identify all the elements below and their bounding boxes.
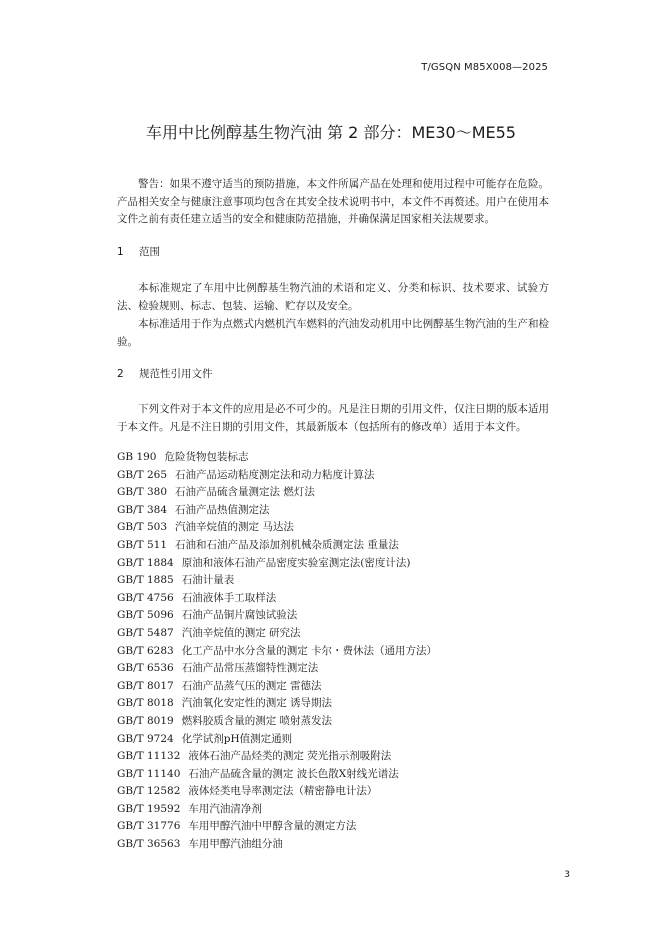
reference-code: GB/T 31776 <box>117 820 181 833</box>
section-heading-normative-references <box>117 366 213 381</box>
reference-item <box>117 484 557 502</box>
warning-paragraph: 警告：如果不遵守适当的预防措施，本文件所属产品在处理和使用过程中可能存在危险。产品相关安全与健康注意事项均包含在其安全技术说明书中，本文件不再赘述。用户在使用本文件之前有责任建立适当的安全和健康防范措施，并确保满足国家相关法规要求。 <box>117 178 549 225</box>
reference-title: 石油产品热值测定法 <box>175 503 270 516</box>
reference-item <box>117 502 557 520</box>
reference-title: 化学试剂pH值测定通则 <box>181 732 293 745</box>
reference-title: 石油产品铜片腐蚀试验法 <box>181 609 298 622</box>
reference-title: 石油液体手工取样法 <box>181 591 277 604</box>
reference-title: 石油产品硫含量测定法 燃灯法 <box>175 486 315 499</box>
reference-item <box>117 643 557 661</box>
reference-title: 原油和液体石油产品密度实验室测定法(密度计法) <box>181 556 411 569</box>
reference-title: 车用甲醇汽油中甲醇含量的测定方法 <box>188 820 357 833</box>
reference-code: GB/T 5487 <box>117 626 174 639</box>
reference-code: GB/T 265 <box>117 468 168 481</box>
reference-code: GB/T 1884 <box>117 556 174 569</box>
reference-item <box>117 590 557 608</box>
reference-title: 车用汽油清净剂 <box>188 802 262 815</box>
reference-code: GB/T 12582 <box>117 785 181 798</box>
reference-item <box>117 449 557 467</box>
reference-title: 石油产品蒸气压的测定 雷德法 <box>181 679 322 692</box>
reference-title: 汽油辛烷值的测定 马达法 <box>175 521 294 534</box>
reference-title: 石油产品运动粘度测定法和动力粘度计算法 <box>175 468 375 481</box>
reference-item <box>117 748 557 766</box>
reference-code: GB/T 5096 <box>117 609 174 622</box>
section-title: 规范性引用文件 <box>139 368 213 380</box>
reference-item <box>117 607 557 625</box>
reference-title: 燃料胶质含量的测定 喷射蒸发法 <box>181 714 333 727</box>
reference-list <box>117 449 557 854</box>
reference-item <box>117 695 557 713</box>
reference-item <box>117 713 557 731</box>
reference-item <box>117 783 557 801</box>
document-title: 车用中比例醇基生物汽油 第 2 部分：ME30～ME55 <box>146 123 516 142</box>
reference-title: 石油和石油产品及添加剂机械杂质测定法 重量法 <box>175 538 399 551</box>
reference-code: GB/T 384 <box>117 503 168 516</box>
reference-title: 液体石油产品烃类的测定 荧光指示剂吸附法 <box>188 750 392 763</box>
reference-code: GB/T 1885 <box>117 574 174 587</box>
reference-item <box>117 818 557 836</box>
reference-title: 车用甲醇汽油组分油 <box>188 838 283 851</box>
reference-item <box>117 625 557 643</box>
reference-item <box>117 537 557 555</box>
reference-code: GB/T 11132 <box>117 750 181 763</box>
reference-item <box>117 731 557 749</box>
section-number: 2 <box>117 368 124 380</box>
reference-title: 石油计量表 <box>181 574 235 587</box>
reference-title: 石油产品硫含量的测定 波长色散X射线光谱法 <box>188 767 399 780</box>
reference-code: GB/T 380 <box>117 486 168 499</box>
section-number: 1 <box>117 246 124 258</box>
reference-item <box>117 836 557 854</box>
reference-item <box>117 766 557 784</box>
reference-item <box>117 678 557 696</box>
reference-title: 液体烃类电导率测定法（精密静电计法） <box>188 785 378 798</box>
document-code: T/GSQN M85X008—2025 <box>421 62 548 73</box>
reference-code: GB/T 8019 <box>117 714 174 727</box>
reference-title: 危险货物包装标志 <box>164 451 249 463</box>
reference-code: GB/T 11140 <box>117 767 181 780</box>
reference-item <box>117 519 557 537</box>
scope-paragraph-1: 本标准规定了车用中比例醇基生物汽油的术语和定义、分类和标识、技术要求、试验方法、检验规则、标志、包装、运输、贮存以及安全。 <box>117 282 549 312</box>
reference-title: 石油产品常压蒸馏特性测定法 <box>181 662 319 675</box>
section-title: 范围 <box>139 246 160 258</box>
reference-code: GB/T 503 <box>117 521 168 534</box>
reference-code: GB/T 511 <box>117 538 168 551</box>
reference-code: GB/T 19592 <box>117 802 181 815</box>
page-number: 3 <box>564 870 570 880</box>
reference-title: 化工产品中水分含量的测定 卡尔・费休法（通用方法） <box>181 644 438 657</box>
reference-code: GB/T 6283 <box>117 644 174 657</box>
reference-code: GB/T 8018 <box>117 697 174 710</box>
references-intro-paragraph: 下列文件对于本文件的应用是必不可少的。凡是注日期的引用文件，仅注日期的版本适用于本文件。凡是不注日期的引用文件，其最新版本（包括所有的修改单）适用于本文件。 <box>117 403 549 433</box>
reference-code: GB/T 8017 <box>117 679 174 692</box>
reference-title: 汽油氧化安定性的测定 诱导期法 <box>181 697 333 710</box>
reference-item <box>117 660 557 678</box>
reference-item <box>117 555 557 573</box>
reference-code: GB/T 4756 <box>117 591 174 604</box>
reference-title: 汽油辛烷值的测定 研究法 <box>181 626 301 639</box>
reference-code: GB/T 6536 <box>117 662 174 675</box>
section-heading-scope <box>117 244 160 259</box>
reference-item <box>117 801 557 819</box>
reference-code: GB/T 9724 <box>117 732 174 745</box>
reference-code: GB 190 <box>117 451 157 463</box>
reference-code: GB/T 36563 <box>117 838 181 851</box>
reference-item <box>117 467 557 485</box>
scope-paragraph-2: 本标准适用于作为点燃式内燃机汽车燃料的汽油发动机用中比例醇基生物汽油的生产和检验。 <box>117 318 549 348</box>
reference-item <box>117 572 557 590</box>
